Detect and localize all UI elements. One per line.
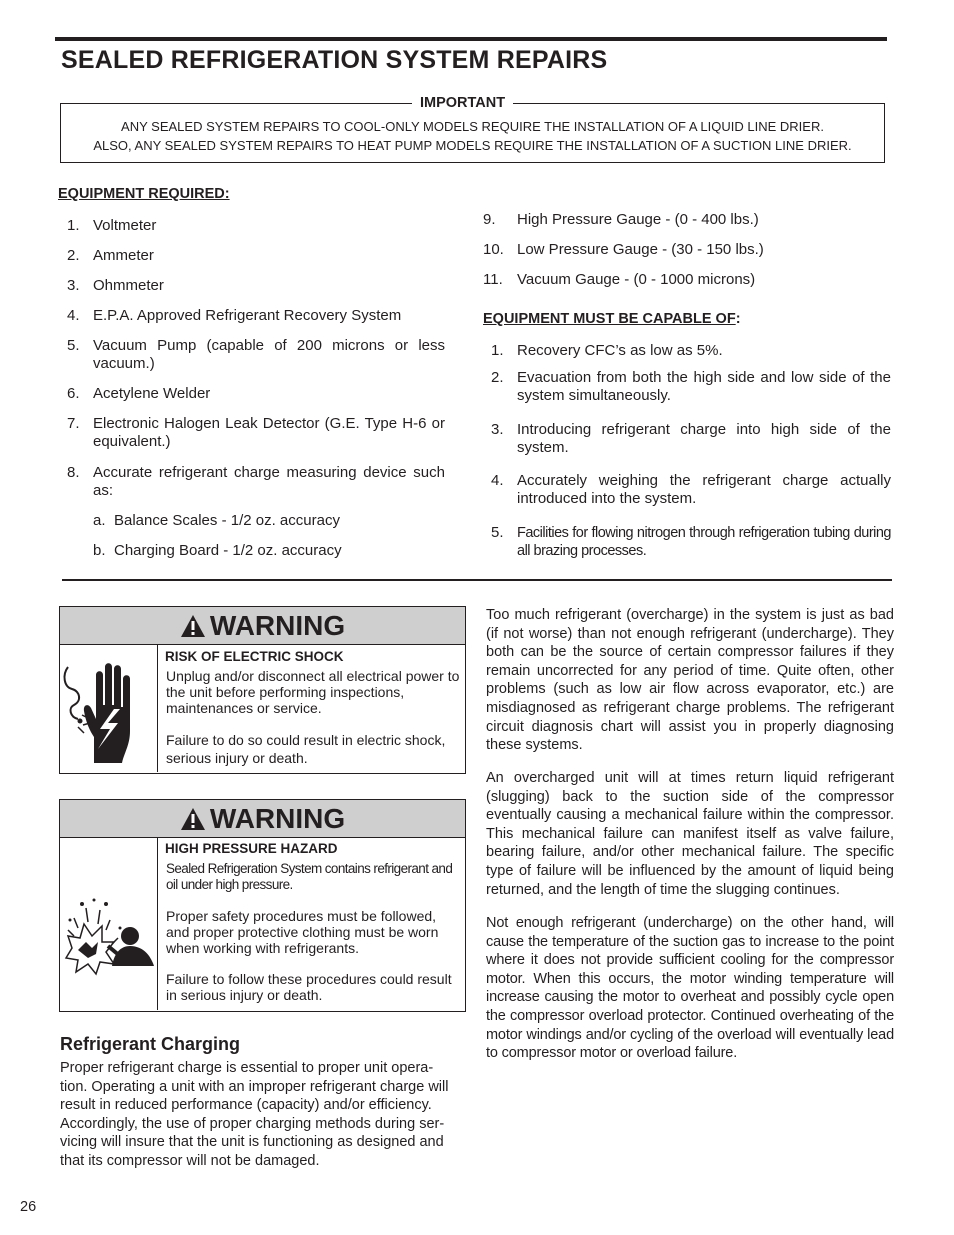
important-line-1: ANY SEALED SYSTEM REPAIRS TO COOL-ONLY MODELS REQUIRE THE INSTALLATION OF A LIQUID LINE DRIER. xyxy=(121,119,824,134)
undercharge-paragraph: Not enough refrigerant (undercharge) on the other hand, will cause the temperature of the suction gas to increase to the point where it does not provide sufficient cooling for the compressor motor. When this occurs, the motor winding temperature will increase causing the motor to overheat and possibly cycle open the compressor overload protector. Continued overheating of the motor windings and/or cycling of the overload will eventually lead to compressor motor or overload failure. xyxy=(486,915,894,1062)
refrigerant-charging-body: Proper refrigerant charge is essential to proper unit opera- tion. Operating a unit with an improper refrigerant charge will result in reduced performance (capacity) and/or efficiency. Accordingly, the use of proper charging methods during ser- vicing will insure that the unit is functioning as designed and that its compressor will not be damaged. xyxy=(60,1060,449,1169)
warning-triangle-icon xyxy=(180,807,206,831)
warning-content xyxy=(165,649,463,767)
important-text xyxy=(60,117,885,155)
top-rule xyxy=(55,37,887,41)
warning-content xyxy=(165,841,463,1003)
slugging-paragraph: An overcharged unit will at times return liquid refrigerant (slugging) back to the suction side of the compressor eventually causing a mechanical failure within the compressor. This mechanical failure can manifest itself as valve failure, bearing failure, and/or other mechanical failure. The specific type of failure will be influenced by the amount of liquid being returned, and the length of time the slugging continues. xyxy=(486,770,894,898)
warning-triangle-icon xyxy=(180,614,206,638)
important-label: IMPORTANT xyxy=(412,95,513,111)
warning-paragraph: Failure to do so could result in electric shock, serious injury or death. xyxy=(166,732,446,766)
page-title: SEALED REFRIGERATION SYSTEM REPAIRS xyxy=(61,46,608,74)
equipment-required-heading: EQUIPMENT REQUIRED: xyxy=(58,186,230,202)
warning-title: HIGH PRESSURE HAZARD xyxy=(165,841,338,856)
electric-shock-hand-icon xyxy=(60,645,158,772)
warning-paragraph: Proper safety procedures must be followed, and proper protective clothing must be worn when working with refrigerants. xyxy=(166,908,439,956)
overcharge-paragraph: Too much refrigerant (overcharge) in the system is just as bad (if not worse) than not enough refrigerant (undercharge). They both can be the source of certain compressor failures if they remain uncorrected for any period of time. Quite often, other problems (such as low air flow across evaporator, etc.) are misdiagnosed as refrigerant charge problems. The refrigerant circuit diagnosis chart will assist you in properly diagnosing these systems. xyxy=(486,607,894,754)
warning-paragraph: Sealed Refrigeration System contains refrigerant and oil under high pressure. xyxy=(166,861,453,892)
warning-box-high-pressure xyxy=(59,799,466,1012)
warning-paragraph: Failure to follow these procedures could result in serious injury or death. xyxy=(166,971,452,1003)
warning-header: WARNING xyxy=(60,607,465,645)
warning-paragraph: Unplug and/or disconnect all electrical power to the unit before performing inspections, maintenances or service. xyxy=(166,668,460,716)
warning-box-electric-shock xyxy=(59,606,466,774)
warning-title: RISK OF ELECTRIC SHOCK xyxy=(165,649,344,664)
equipment-capable-heading: EQUIPMENT MUST BE CAPABLE OF: xyxy=(483,311,741,327)
warning-header: WARNING xyxy=(60,800,465,838)
section-divider xyxy=(62,579,892,581)
page-number: 26 xyxy=(20,1199,37,1215)
explosion-hazard-icon xyxy=(60,838,158,1010)
refrigerant-charging-heading: Refrigerant Charging xyxy=(60,1034,241,1054)
important-line-2: ALSO, ANY SEALED SYSTEM REPAIRS TO HEAT PUMP MODELS REQUIRE THE INSTALLATION OF A SUCTION LINE DRIER. xyxy=(93,138,852,153)
